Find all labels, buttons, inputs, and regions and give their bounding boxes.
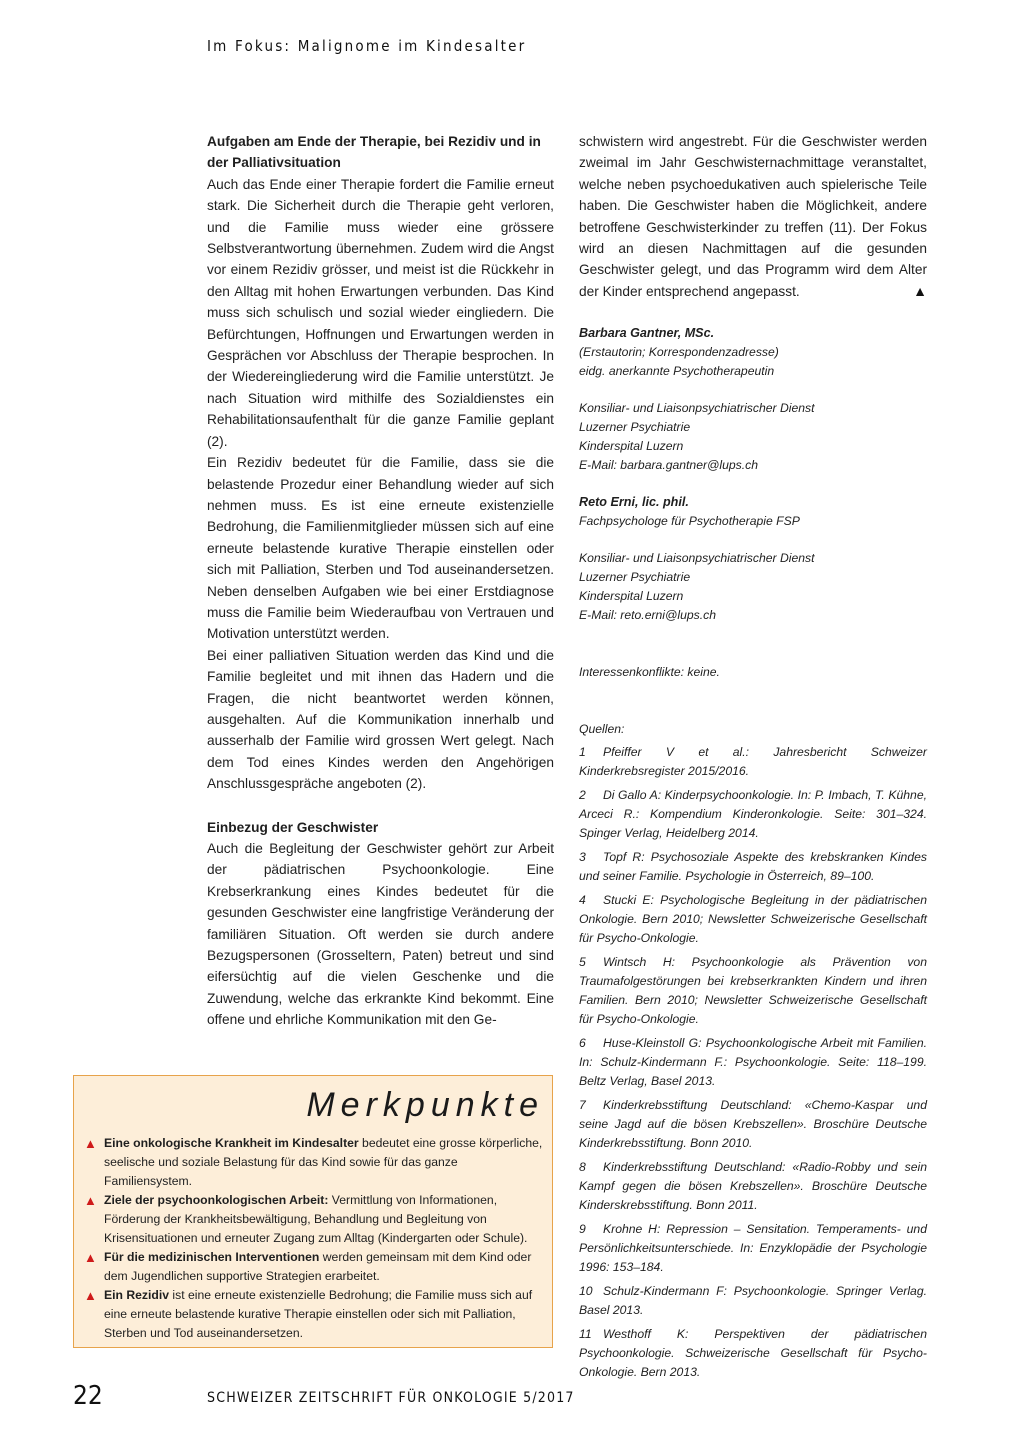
paragraph: Auch das Ende einer Therapie fordert die Familie erneut stark. Die Sicherheit durch die Therapie geht verloren, und die Familie muss wieder eine grössere Selbstverantwortung übernehmen. Zudem wird die Angst vor einem Rezidiv grösser, und meist ist die Rückkehr in den Alltag mit hohen Erwartungen verbunden. Das Kind muss sich schulisch und sozial wieder eingliedern. Die Befürchtungen, Hoffnungen und Erwartungen werden in Gesprächen vor Abschluss der Therapie besprochen. In der Wiedereingliederung wird die Familie unterstützt. Je nach Situation wird mithilfe des Sozialdienstes ein Rehabilitationsaufenthalt für die ganze Familie geplant (2). xyxy=(207,176,554,449)
key-point-text: Vermittlung von Informationen, Förderung der Krankheitsbewältigung, Behandlung und Begleitung von Krisensituationen und erneuter Zugang zum Alltag (Kindergarten oder Schule). xyxy=(104,1193,528,1245)
key-point-text: ist eine erneute existenzielle Bedrohung; die Familie muss sich auf eine erneute belastende kurative Therapie einstellen oder sich mit Palliation, Sterben und Tod auseinandersetzen. xyxy=(104,1288,533,1340)
reference-number: 5 xyxy=(579,955,586,970)
conflicts-of-interest: Interessenkonflikte: keine. xyxy=(579,665,720,680)
key-point-lead: Ein Rezidiv xyxy=(104,1288,170,1302)
key-point-lead: Eine onkologische Krankheit im Kindesalter xyxy=(104,1136,359,1150)
paragraph: Bei einer palliativen Situation werden das Kind und die Familie begleitet und mit ihnen das Hadern und die Fragen, die nicht beantwortet werden können, ausgehalten. Auf die Kommunikation innerhalb und ausserhalb der Familie wird grossen Wert gelegt. Nach dem Tod eines Kindes werden den Angehörigen Anschlussgespräche angeboten (2). xyxy=(207,647,554,792)
reference-number: 1 xyxy=(579,745,586,760)
key-point-lead: Ziele der psychoonkologischen Arbeit: xyxy=(104,1193,329,1207)
end-of-article-icon: ▲ xyxy=(913,282,927,299)
key-point-item xyxy=(82,1286,544,1343)
reference-number: 7 xyxy=(579,1098,586,1113)
reference-item xyxy=(579,1034,927,1091)
reference-item xyxy=(579,786,927,843)
reference-item xyxy=(579,1158,927,1215)
reference-item xyxy=(579,1220,927,1277)
reference-text: Schulz-Kindermann F: Psychoonkologie. Springer Verlag. Basel 2013. xyxy=(579,1284,927,1318)
paragraph-text: schwistern wird angestrebt. Für die Geschwister werden zweimal im Jahr Geschwisternachmittage veranstaltet, welche neben psychoedukativen auch spielerische Teile haben. Die Geschwister haben die Möglichkeit, andere betroffene Geschwisterkinder zu treffen (11). Der Fokus wird an diesen Nachmittagen auf die gesunden Geschwister gelegt, und das Programm wird dem Alter der Kinder entsprechend angepasst. xyxy=(579,134,927,299)
author-role: eidg. anerkannte Psychotherapeutin xyxy=(579,364,775,379)
paragraph: Ein Rezidiv bedeutet für die Familie, dass sie die belastende Prozedur einer Behandlung wieder auf sich nehmen muss. Es ist eine erneute existenzielle Bedrohung, die Familienmitglieder müssen sich auf eine erneute belastende kurative Therapie einstellen oder sich mit Palliation, Sterben und Tod auseinandersetzen. Neben denselben Aufgaben wie bei einer Erstdiagnose muss die Familie beim Wiederaufbau von Vertrauen und Motivation unterstützt werden. xyxy=(207,455,554,642)
author-org: Konsiliar- und Liaisonpsychiatrischer Dienst xyxy=(579,551,815,566)
reference-number: 6 xyxy=(579,1036,586,1051)
left-column xyxy=(207,131,554,1031)
reference-item xyxy=(579,848,927,886)
journal-footer: SCHWEIZER ZEITSCHRIFT FÜR ONKOLOGIE 5/2017 xyxy=(207,1390,575,1406)
reference-number: 10 xyxy=(579,1284,593,1299)
reference-number: 8 xyxy=(579,1160,586,1175)
paragraph: Auch die Begleitung der Geschwister gehört zur Arbeit der pädiatrischen Psychoonkologie. Eine Krebserkrankung eines Kindes bedeutet für die gesunden Geschwister eine langfristige Veränderung der familiären Situation. Oft werden sie durch andere Bezugspersonen (Grosseltern, Paten) betreut und sind eifersüchtig auf die vielen Geschenke und die Zuwendung, welche das erkrankte Kind bekommt. Eine offene und ehrliche Kommunikation mit den Ge- xyxy=(207,841,554,1028)
references-title: Quellen: xyxy=(579,722,625,737)
reference-text: Huse-Kleinstoll G: Psychoonkologische Arbeit mit Familien. In: Schulz-Kindermann F.: Psychoonkologie. Seite: 118–199. Beltz Verlag, Basel 2013. xyxy=(579,1036,927,1089)
key-point-item xyxy=(82,1134,544,1191)
right-column xyxy=(579,131,927,1387)
author-name: Barbara Gantner, MSc. xyxy=(579,326,715,341)
heading-therapy-end: Aufgaben am Ende der Therapie, bei Rezidiv und in der Palliativsituation xyxy=(207,134,541,171)
reference-item xyxy=(579,891,927,948)
reference-item xyxy=(579,1282,927,1320)
key-point-text: werden gemeinsam mit dem Kind oder dem Jugendlichen supportive Strategien erarbeitet. xyxy=(104,1250,532,1283)
header-section: Im Fokus: xyxy=(207,37,292,55)
author-org: Kinderspital Luzern xyxy=(579,589,684,604)
reference-item xyxy=(579,953,927,1029)
reference-number: 2 xyxy=(579,788,586,803)
reference-text: Stucki E: Psychologische Begleitung in der pädiatrischen Onkologie. Bern 2010; Newsletter Schweizerische Gesellschaft für Psycho-Onkologie. xyxy=(579,893,927,946)
key-points-list xyxy=(82,1134,544,1343)
reference-text: Krohne H: Repression – Sensitation. Temperaments- und Persönlichkeitsunterschiede. In: Enzyklopädie der Psychologie 1996: 153–184. xyxy=(579,1222,927,1275)
key-point-item xyxy=(82,1248,544,1286)
reference-item xyxy=(579,743,927,781)
reference-text: Topf R: Psychosoziale Aspekte des krebskranken Kindes und seiner Familie. Psychologie in Österreich, 89–100. xyxy=(579,850,927,884)
reference-number: 11 xyxy=(579,1327,592,1342)
author-email[interactable]: E-Mail: reto.erni@lups.ch xyxy=(579,608,717,623)
heading-siblings: Einbezug der Geschwister xyxy=(207,819,379,835)
reference-text: Di Gallo A: Kinderpsychoonkologie. In: P. Imbach, T. Kühne, Arceci R.: Kompendium Kinderonkologie. Seite: 301–324. Spinger Verlag, Heidelberg 2014. xyxy=(579,788,927,841)
key-point-item xyxy=(82,1191,544,1248)
triangle-bullet-icon: ▲ xyxy=(84,1136,97,1151)
reference-text: Westhoff K: Perspektiven der pädiatrischen Psychoonkologie. Schweizerische Gesellschaft für Psycho-Onkologie. Bern 2013. xyxy=(579,1327,927,1380)
author-org: Luzerner Psychiatrie xyxy=(579,420,691,435)
reference-text: Wintsch H: Psychoonkologie als Prävention von Traumafolgestörungen bei krebserkrankten Kindern und ihren Familien. Bern 2010; Newsletter Schweizerische Gesellschaft für Psycho-Onkologie. xyxy=(579,955,927,1027)
triangle-bullet-icon: ▲ xyxy=(84,1250,97,1265)
reference-text: Pfeiffer V et al.: Jahresbericht Schweizer Kinderkrebsregister 2015/2016. xyxy=(579,745,927,779)
page-number: 22 xyxy=(73,1381,103,1411)
paragraph xyxy=(579,131,927,302)
key-point-lead: Für die medizinischen Interventionen xyxy=(104,1250,320,1264)
reference-item xyxy=(579,1325,927,1382)
author-org: Kinderspital Luzern xyxy=(579,439,684,454)
reference-text: Kinderkrebsstiftung Deutschland: «Radio-Robby und sein Kampf gegen die bösen Krebszellen». Broschüre Deutsche Kinderskrebsstiftung. Bonn 2011. xyxy=(579,1160,927,1213)
author-name: Reto Erni, lic. phil. xyxy=(579,495,689,510)
references xyxy=(579,720,927,1382)
key-point-text: bedeutet eine grosse körperliche, seelische und soziale Belastung für das Kind sowie für das ganze Familiensystem. xyxy=(104,1136,543,1188)
author-role: (Erstautorin; Korrespondenzadresse) xyxy=(579,345,779,360)
running-header xyxy=(207,37,526,55)
reference-item xyxy=(579,1096,927,1153)
header-title: Malignome im Kindesalter xyxy=(297,37,527,55)
author-block-2 xyxy=(579,493,927,625)
triangle-bullet-icon: ▲ xyxy=(84,1288,97,1303)
author-block-1 xyxy=(579,324,927,475)
reference-number: 9 xyxy=(579,1222,586,1237)
author-org: Konsiliar- und Liaisonpsychiatrischer Dienst xyxy=(579,401,815,416)
reference-text: Kinderkrebsstiftung Deutschland: «Chemo-Kaspar und seine Jagd auf die bösen Krebszellen». Broschüre Deutsche Kinderkrebsstiftung. Bonn 2010. xyxy=(579,1098,927,1151)
reference-number: 4 xyxy=(579,893,586,908)
reference-list xyxy=(579,743,927,1382)
reference-number: 3 xyxy=(579,850,586,865)
triangle-bullet-icon: ▲ xyxy=(84,1193,97,1208)
author-org: Luzerner Psychiatrie xyxy=(579,570,691,585)
author-email[interactable]: E-Mail: barbara.gantner@lups.ch xyxy=(579,458,759,473)
key-points-box xyxy=(73,1075,553,1348)
key-points-title: Merkpunkte xyxy=(306,1086,544,1124)
author-role: Fachpsychologe für Psychotherapie FSP xyxy=(579,514,800,529)
